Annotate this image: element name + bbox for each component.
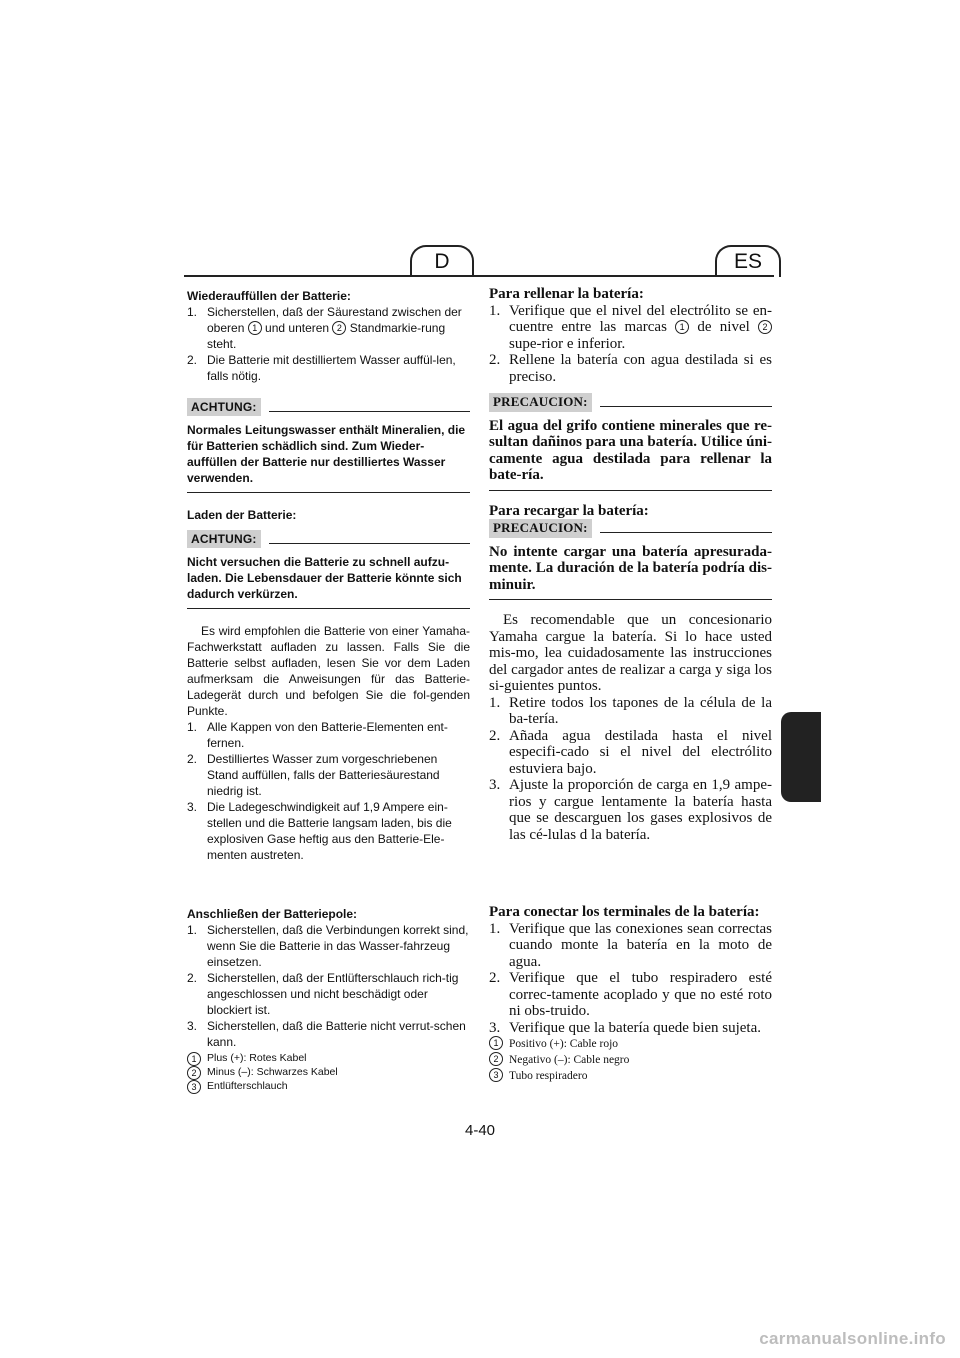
de-column-top bbox=[187, 288, 470, 863]
de-warning-heading bbox=[187, 398, 470, 416]
es-charge-title: Para recargar la batería: bbox=[489, 502, 649, 519]
callout-2-icon: 2 bbox=[187, 1066, 201, 1080]
de-terminals-step-2: 2. Sicherstellen, daß der Entlüfterschlauch rich-tig angeschlossen und nicht beschädigt oder blockiert ist. bbox=[187, 971, 459, 1017]
de-warning-charge: Nicht versuchen die Batterie zu schnell aufzu-laden. Die Lebensdauer der Batterie könnte sich dadurch verkürzen. bbox=[187, 554, 470, 609]
es-warning-refill: El agua del grifo contiene minerales que re-sultan dañinos para una batería. Utilice úni-camente agua destilada para rellenar la bate-ría. bbox=[489, 418, 772, 491]
es-column-bottom bbox=[489, 904, 772, 1084]
es-charge-step-2: 2. Añada agua destilada hasta el nivel especifi-cado si el nivel del electrólito estuviera bajo. bbox=[489, 727, 772, 777]
de-charge-step-2: 2. Destilliertes Wasser zum vorgeschriebenen Stand auffüllen, falls der Batteriesäurestand niedrig ist. bbox=[187, 752, 440, 798]
callout-1-icon: 1 bbox=[187, 1052, 201, 1066]
de-charge-paragraph: Es wird empfohlen die Batterie von einer Yamaha-Fachwerkstatt aufladen zu lassen. Falls Sie die Batterie selbst aufladen, lesen Sie vor dem Laden aufmerksam die Anweisungen für das Batterie-Ladegerät durch und befolgen Sie die fol-genden Punkte. bbox=[187, 624, 470, 718]
warning-badge: PRECAUCION: bbox=[489, 393, 592, 412]
de-charge-step-3: 3. Die Ladegeschwindigkeit auf 1,9 Ampere ein-stellen und die Batterie langsam laden, bis die explosiven Gase heftig aus den Batterie-Ele-menten austreten. bbox=[187, 800, 452, 862]
watermark: carmanualsonline.info bbox=[759, 1329, 946, 1348]
es-legend-item-2: 2 Negativo (–): Cable negro bbox=[489, 1052, 772, 1068]
warning-badge: PRECAUCION: bbox=[489, 519, 592, 538]
warning-rule bbox=[600, 398, 772, 407]
marker-1-icon: 1 bbox=[248, 321, 262, 335]
page-number: 4-40 bbox=[464, 1122, 496, 1139]
de-legend-item-2: 2 Minus (–): Schwarzes Kabel bbox=[187, 1066, 470, 1080]
de-warning-refill: Normales Leitungswasser enthält Mineralien, die für Batterien schädlich sind. Zum Wieder-auffüllen der Batterie nur destilliertes Wasser verwenden. bbox=[187, 422, 470, 493]
de-terminals-step-1: 1. Sicherstellen, daß die Verbindungen korrekt sind, wenn Sie die Batterie in das Wasser-fahrzeug einsetzen. bbox=[187, 923, 469, 969]
de-refill-title: Wiederauffüllen der Batterie: bbox=[187, 289, 351, 303]
es-terminals-step-2: 2. Verifique que el tubo respiradero esté correc-tamente acoplado y que no esté roto ni obs-truido. bbox=[489, 970, 772, 1019]
de-warning-heading-2 bbox=[187, 530, 470, 548]
es-legend-item-3: 3 Tubo respiradero bbox=[489, 1068, 772, 1084]
de-column-bottom bbox=[187, 906, 470, 1094]
es-warning-heading-2 bbox=[489, 519, 772, 538]
es-charge-paragraph: Es recomendable que un concesionario Yamaha cargue la batería. Si lo hace usted mis-mo, lea cuidadosamente las instrucciones del cargador antes de realizar a carga y siga los si-guientes puntos. bbox=[489, 612, 772, 694]
de-legend-item-1: 1 Plus (+): Rotes Kabel bbox=[187, 1052, 470, 1066]
callout-3-icon: 3 bbox=[489, 1068, 503, 1082]
es-refill-step-1: 1. Verifique que el nivel del electrólito se en-cuentre entre las marcas 1 de nivel 2 supe-rior e inferior. bbox=[489, 302, 772, 352]
marker-2-icon: 2 bbox=[758, 320, 772, 334]
warning-badge: ACHTUNG: bbox=[187, 398, 261, 416]
de-refill-step-1: 1. Sicherstellen, daß der Säurestand zwischen der oberen 1 und unteren 2 Standmarkie-rung steht. bbox=[187, 305, 462, 351]
header-rule bbox=[184, 275, 774, 277]
es-charge-step-3: 3. Ajuste la proporción de carga en 1,9 ampe-rios y cargue lentamente la batería hasta que se descarguen los gases explosivos de las cé-lulas d la batería. bbox=[489, 777, 772, 843]
es-terminals-title: Para conectar los terminales de la batería: bbox=[489, 904, 760, 920]
es-terminals-step-1: 1. Verifique que las conexiones sean correctas cuando monte la batería en la moto de agua. bbox=[489, 920, 772, 970]
callout-1-icon: 1 bbox=[489, 1036, 503, 1050]
warning-rule bbox=[269, 535, 470, 544]
marker-1-icon: 1 bbox=[675, 320, 689, 334]
de-charge-step-1: 1. Alle Kappen von den Batterie-Elementen ent-fernen. bbox=[187, 720, 448, 750]
es-charge-step-1: 1. Retire todos los tapones de la célula de la ba-tería. bbox=[489, 694, 772, 727]
language-tab-d: D bbox=[410, 245, 474, 277]
language-tab-es: ES bbox=[715, 245, 781, 277]
es-refill-title: Para rellenar la batería: bbox=[489, 286, 644, 302]
es-warning-charge: No intente cargar una batería apresurada-mente. La duración de la batería podría dis-minuir. bbox=[489, 544, 772, 601]
marker-2-icon: 2 bbox=[332, 321, 346, 335]
warning-badge: ACHTUNG: bbox=[187, 530, 261, 548]
callout-2-icon: 2 bbox=[489, 1052, 503, 1066]
callout-3-icon: 3 bbox=[187, 1080, 201, 1094]
de-legend-item-3: 3 Entlüfterschlauch bbox=[187, 1080, 470, 1094]
es-terminals-step-3: 3. Verifique que la batería quede bien sujeta. bbox=[489, 1019, 761, 1036]
de-refill-step-2: 2. Die Batterie mit destilliertem Wasser auffül-len, falls nötig. bbox=[187, 353, 456, 383]
es-warning-heading bbox=[489, 393, 772, 412]
de-terminals-step-3: 3. Sicherstellen, daß die Batterie nicht verrut-schen kann. bbox=[187, 1019, 466, 1049]
chapter-side-tab bbox=[781, 712, 821, 802]
de-charge-title: Laden der Batterie: bbox=[187, 508, 297, 522]
de-terminals-title: Anschließen der Batteriepole: bbox=[187, 907, 358, 921]
es-legend-item-1: 1 Positivo (+): Cable rojo bbox=[489, 1036, 772, 1052]
warning-rule bbox=[269, 403, 470, 412]
es-column-top bbox=[489, 286, 772, 843]
es-refill-step-2: 2. Rellene la batería con agua destilada si es preciso. bbox=[489, 352, 772, 385]
warning-rule bbox=[600, 524, 772, 533]
